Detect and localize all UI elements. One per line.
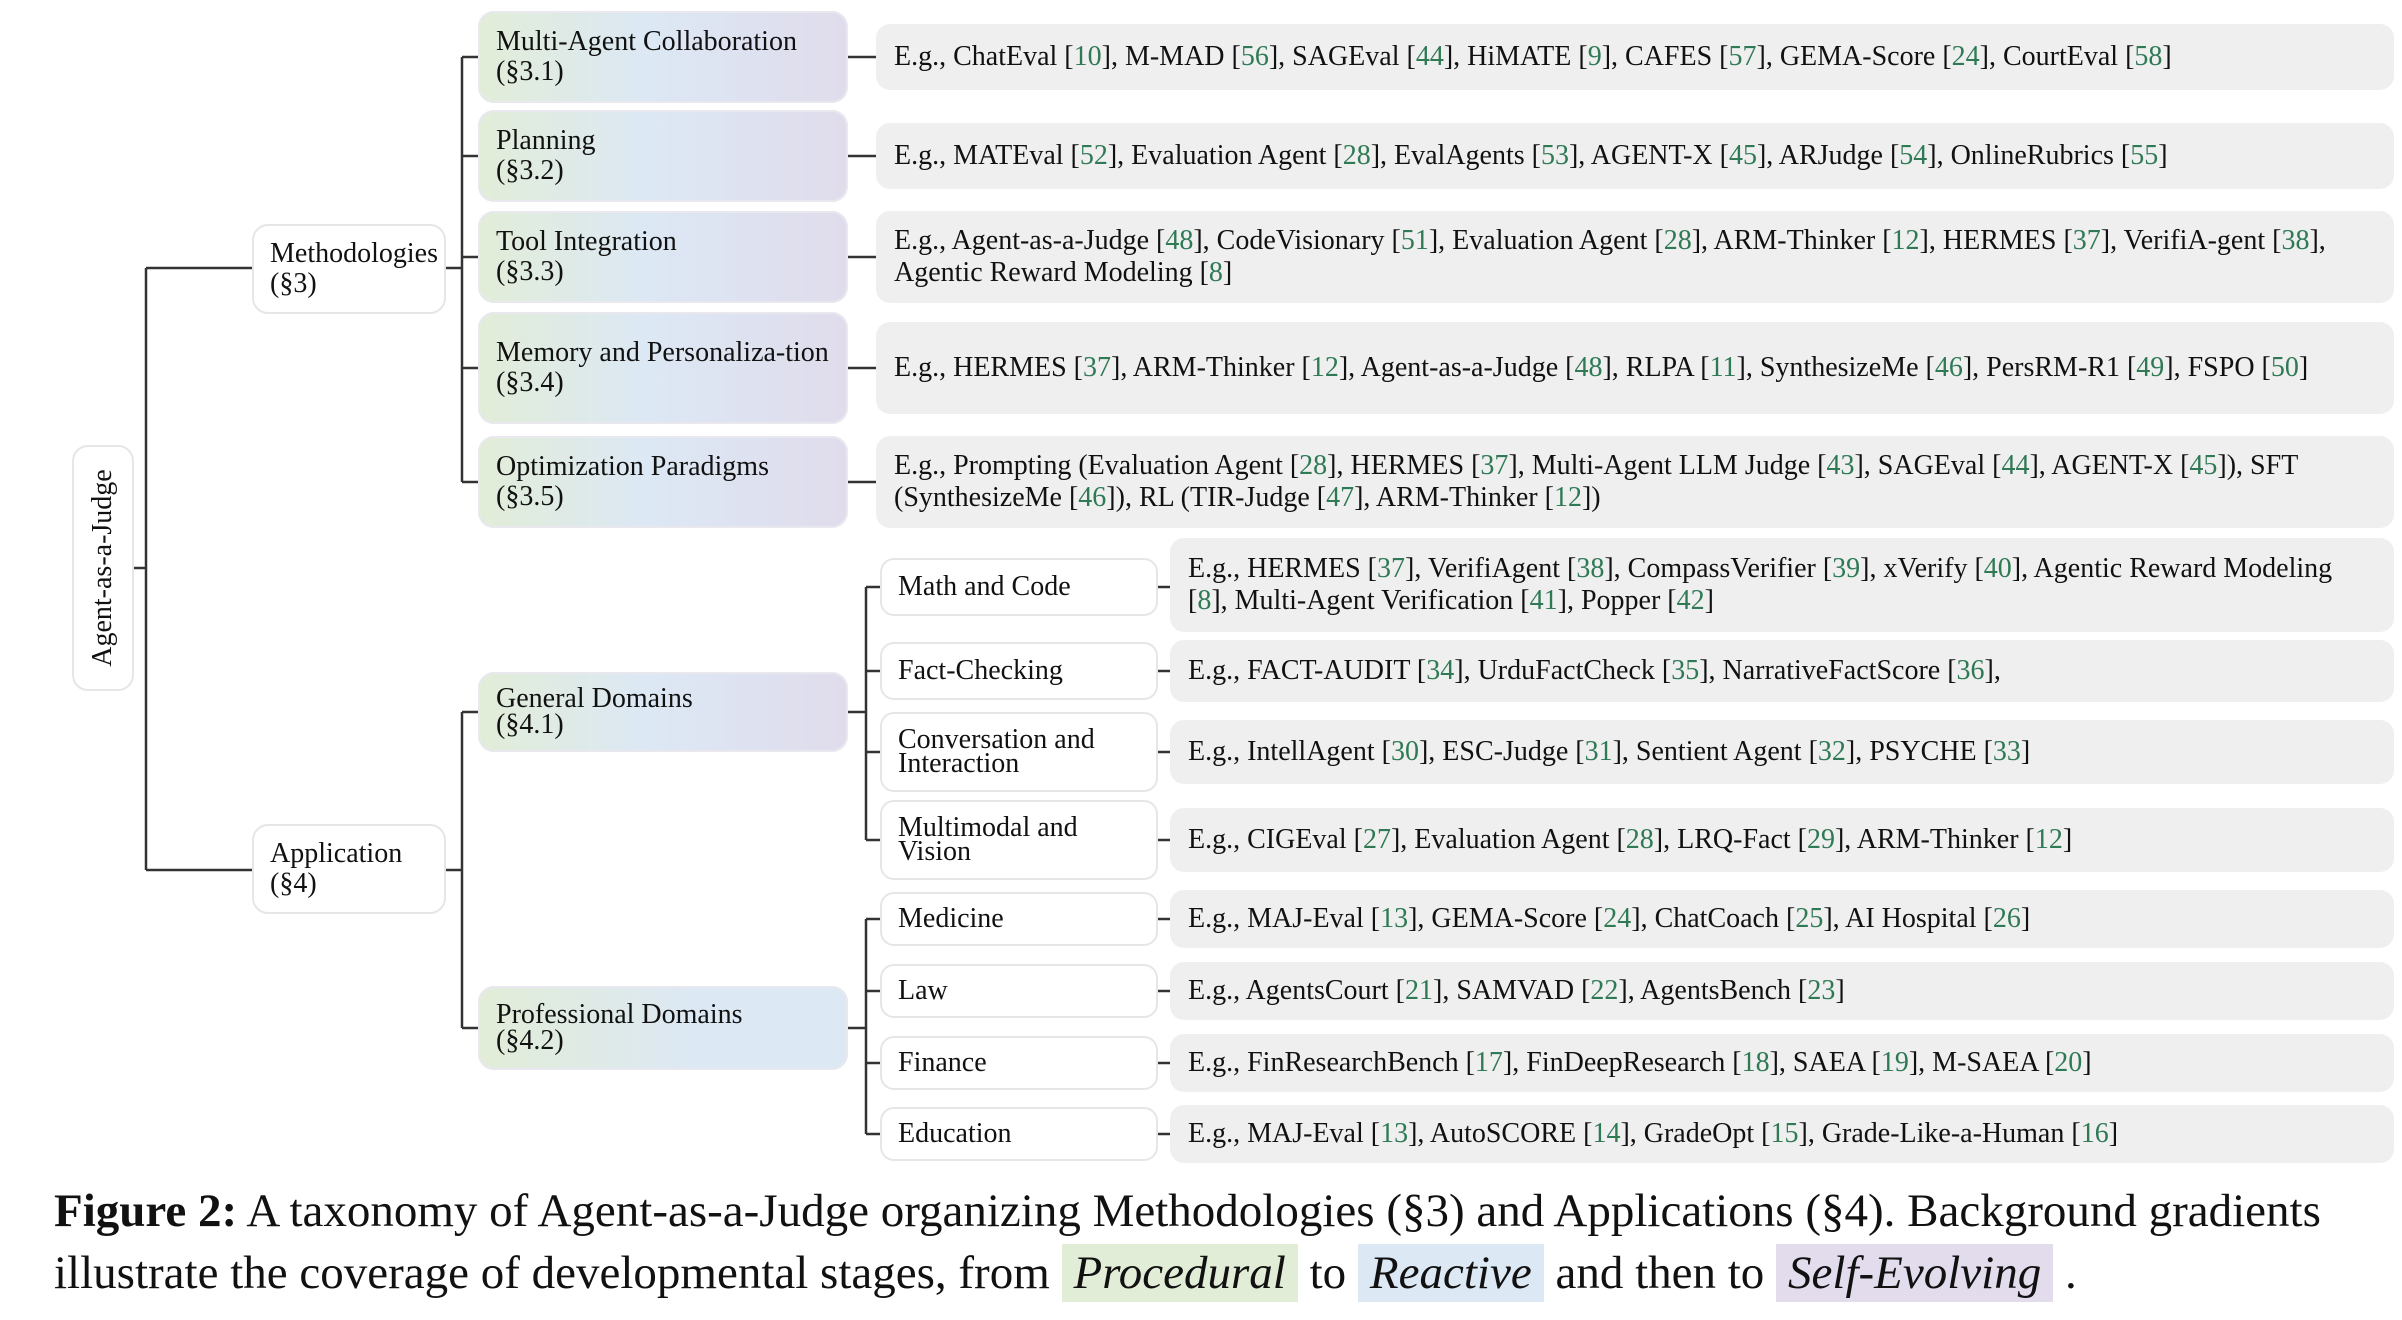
citation-number: 24 [1951,41,1980,72]
general-item-label: Fact-Checking [898,655,1063,686]
professional-item-label: Finance [898,1047,987,1078]
professional-section: (§4.2) [496,1025,564,1056]
citation-number: 33 [1992,736,2021,767]
citation-number: 26 [1992,903,2021,934]
citation-number: 18 [1741,1047,1770,1078]
leaf-examples-text: E.g., Prompting (Evaluation Agent [28], HERMES [37], Multi-Agent LLM Judge [43], SAGEval [44], AGENT-X [45]), SFT (SynthesizeMe [46]), RL (TIR-Judge [47], ARM-Thinker [12]) [894,450,2298,513]
citation-number: 37 [1083,352,1111,383]
citation-number: 8 [1208,257,1223,288]
caption-self-evolving: Self-Evolving [1776,1244,2053,1302]
leaf-examples-text: E.g., FinResearchBench [17], FinDeepResearch [18], SAEA [19], M-SAEA [20] [1188,1047,2092,1078]
citation-number: 54 [1899,140,1928,171]
professional-item-label: Medicine [898,903,1004,934]
application-node [252,824,446,914]
professional-leaf-2 [1170,1034,2394,1092]
method-node-multi-agent [478,11,848,103]
caption-procedural: Procedural [1062,1244,1298,1302]
method-label: Multi-Agent Collaboration [496,26,797,57]
method-node-memory [478,312,848,424]
citation-number: 52 [1079,140,1108,171]
leaf-examples-text: E.g., AgentsCourt [21], SAMVAD [22], AgentsBench [23] [1188,975,1845,1006]
caption-end: . [2053,1247,2077,1299]
citation-number: 35 [1671,655,1700,686]
leaf-examples-text: E.g., MAJ-Eval [13], AutoSCORE [14], GradeOpt [15], Grade-Like-a-Human [16] [1188,1118,2119,1149]
citation-number: 58 [2134,41,2163,72]
citation-number: 42 [1676,585,1705,616]
method-leaf-1 [876,123,2394,189]
leaf-examples-text: E.g., FACT-AUDIT [34], UrduFactCheck [35], NarrativeFactScore [36], [1188,655,2001,686]
leaf-examples-text: E.g., CIGEval [27], Evaluation Agent [28], LRQ-Fact [29], ARM-Thinker [12] [1188,824,2073,855]
professional-domains-node [478,986,848,1070]
citation-number: 44 [1415,41,1444,72]
leaf-examples-text: E.g., HERMES [37], ARM-Thinker [12], Agent-as-a-Judge [48], RLPA [11], SynthesizeMe [46], PersRM-R1 [49], FSPO [50] [894,352,2309,383]
method-section: (§3.1) [496,56,564,87]
citation-number: 44 [2001,450,2030,481]
citation-number: 50 [2270,352,2299,383]
general-leaf-0 [1170,538,2394,632]
citation-number: 37 [1377,553,1405,584]
caption-reactive: Reactive [1358,1244,1544,1302]
citation-number: 13 [1380,1118,1409,1149]
application-section: (§4) [270,868,317,899]
leaf-examples-text: E.g., Agent-as-a-Judge [48], CodeVisionary [51], Evaluation Agent [28], ARM-Thinker [12], HERMES [37], VerifiA-gent [38], Agentic Reward Modeling [8] [894,225,2326,288]
leaf-examples-text: E.g., MATEval [52], Evaluation Agent [28], EvalAgents [53], AGENT-X [45], ARJudge [54], OnlineRubrics [55] [894,140,2168,171]
citation-number: 28 [1663,225,1692,256]
citation-number: 13 [1380,903,1409,934]
citation-number: 27 [1362,824,1391,855]
general-item-label: Math and Code [898,571,1071,602]
general-item-label: Conversation and Interaction [898,724,1095,779]
methodologies-section: (§3) [270,268,317,299]
professional-node-finance [880,1036,1158,1090]
citation-number: 56 [1240,41,1269,72]
citation-number: 46 [1934,352,1963,383]
caption-figure-label: Figure 2: [54,1185,238,1237]
citation-number: 49 [2136,352,2165,383]
general-node-fact-checking [880,642,1158,700]
method-leaf-2 [876,211,2394,303]
citation-number: 16 [2080,1118,2109,1149]
general-leaf-3 [1170,808,2394,872]
citation-number: 22 [1590,975,1619,1006]
method-section: (§3.5) [496,481,564,512]
general-leaf-2 [1170,720,2394,784]
caption-to: to [1297,1247,1358,1299]
citation-number: 30 [1390,736,1419,767]
method-label: Tool Integration [496,226,677,257]
citation-number: 55 [2130,140,2159,171]
citation-number: 57 [1728,41,1757,72]
general-domains-node [478,672,848,752]
citation-number: 45 [1728,140,1757,171]
professional-leaf-3 [1170,1105,2394,1163]
method-node-optimization [478,436,848,528]
method-leaf-4 [876,436,2394,528]
citation-number: 12 [1891,225,1920,256]
citation-number: 29 [1806,824,1835,855]
citation-number: 40 [1983,553,2012,584]
method-leaf-3 [876,322,2394,414]
professional-node-medicine [880,892,1158,946]
citation-number: 28 [1299,450,1328,481]
citation-number: 21 [1405,975,1433,1006]
leaf-examples-text: E.g., MAJ-Eval [13], GEMA-Score [24], ChatCoach [25], AI Hospital [26] [1188,903,2031,934]
citation-number: 9 [1587,41,1602,72]
professional-leaf-0 [1170,890,2394,948]
method-label: Planning [496,125,596,156]
citation-number: 37 [2072,225,2101,256]
citation-number: 31 [1584,736,1613,767]
citation-number: 48 [1165,225,1194,256]
method-node-planning [478,110,848,202]
method-section: (§3.4) [496,367,564,398]
professional-item-label: Education [898,1118,1012,1149]
leaf-examples-text: E.g., IntellAgent [30], ESC-Judge [31], Sentient Agent [32], PSYCHE [33] [1188,736,2031,767]
leaf-examples-text: E.g., ChatEval [10], M-MAD [56], SAGEval [44], HiMATE [9], CAFES [57], GEMA-Score [24], CourtEval [58] [894,41,2172,72]
citation-number: 14 [1592,1118,1621,1149]
general-leaf-1 [1170,640,2394,702]
professional-leaf-1 [1170,962,2394,1020]
method-section: (§3.2) [496,155,564,186]
method-leaf-0 [876,24,2394,90]
citation-number: 36 [1956,655,1985,686]
citation-number: 51 [1400,225,1429,256]
general-node-conversation [880,712,1158,792]
general-label: General Domains [496,683,693,714]
general-node-multimodal [880,800,1158,880]
professional-item-label: Law [898,975,948,1006]
leaf-examples-text: E.g., HERMES [37], VerifiAgent [38], CompassVerifier [39], xVerify [40], Agentic Reward Modeling [8], Multi-Agent Verification [41], Popper [42] [1188,553,2333,616]
figure-caption [54,1180,2374,1304]
method-label: Memory and Personaliza-tion [496,337,829,368]
citation-number: 15 [1770,1118,1799,1149]
citation-number: 24 [1603,903,1632,934]
citation-number: 12 [1310,352,1339,383]
citation-number: 8 [1197,585,1212,616]
root-label: Agent-as-a-Judge [87,469,118,667]
professional-node-law [880,964,1158,1018]
general-item-label: Multimodal and Vision [898,812,1078,867]
citation-number: 12 [2034,824,2063,855]
citation-number: 43 [1826,450,1855,481]
method-label: Optimization Paradigms [496,451,769,482]
general-section: (§4.1) [496,709,564,740]
citation-number: 32 [1817,736,1846,767]
professional-label: Professional Domains [496,999,743,1030]
citation-number: 38 [2281,225,2310,256]
citation-number: 23 [1807,975,1836,1006]
citation-number: 37 [1480,450,1509,481]
citation-number: 20 [2054,1047,2083,1078]
methodologies-label: Methodologies [270,238,438,269]
citation-number: 12 [1553,482,1582,513]
citation-number: 46 [1078,482,1107,513]
caption-text: A taxonomy of Agent-as-a-Judge organizing Methodologies (§3) and Applications (§4). Background gradients illustrate the coverage of developmental stages, from [54,1185,2321,1299]
citation-number: 19 [1880,1047,1909,1078]
citation-number: 45 [2189,450,2218,481]
citation-number: 25 [1795,903,1824,934]
citation-number: 41 [1529,585,1558,616]
citation-number: 17 [1474,1047,1503,1078]
citation-number: 38 [1576,553,1605,584]
citation-number: 28 [1342,140,1371,171]
citation-number: 11 [1709,352,1737,383]
citation-number: 39 [1832,553,1861,584]
citation-number: 28 [1625,824,1654,855]
citation-number: 53 [1540,140,1569,171]
professional-node-education [880,1107,1158,1161]
citation-number: 34 [1426,655,1455,686]
citation-number: 47 [1326,482,1355,513]
general-node-math-code [880,558,1158,616]
methodologies-node [252,224,446,314]
citation-number: 10 [1073,41,1102,72]
method-section: (§3.3) [496,256,564,287]
caption-and-then: and then to [1543,1247,1777,1299]
root-node [72,445,134,691]
citation-number: 48 [1574,352,1603,383]
application-label: Application [270,838,403,869]
method-node-tool-integration [478,211,848,303]
